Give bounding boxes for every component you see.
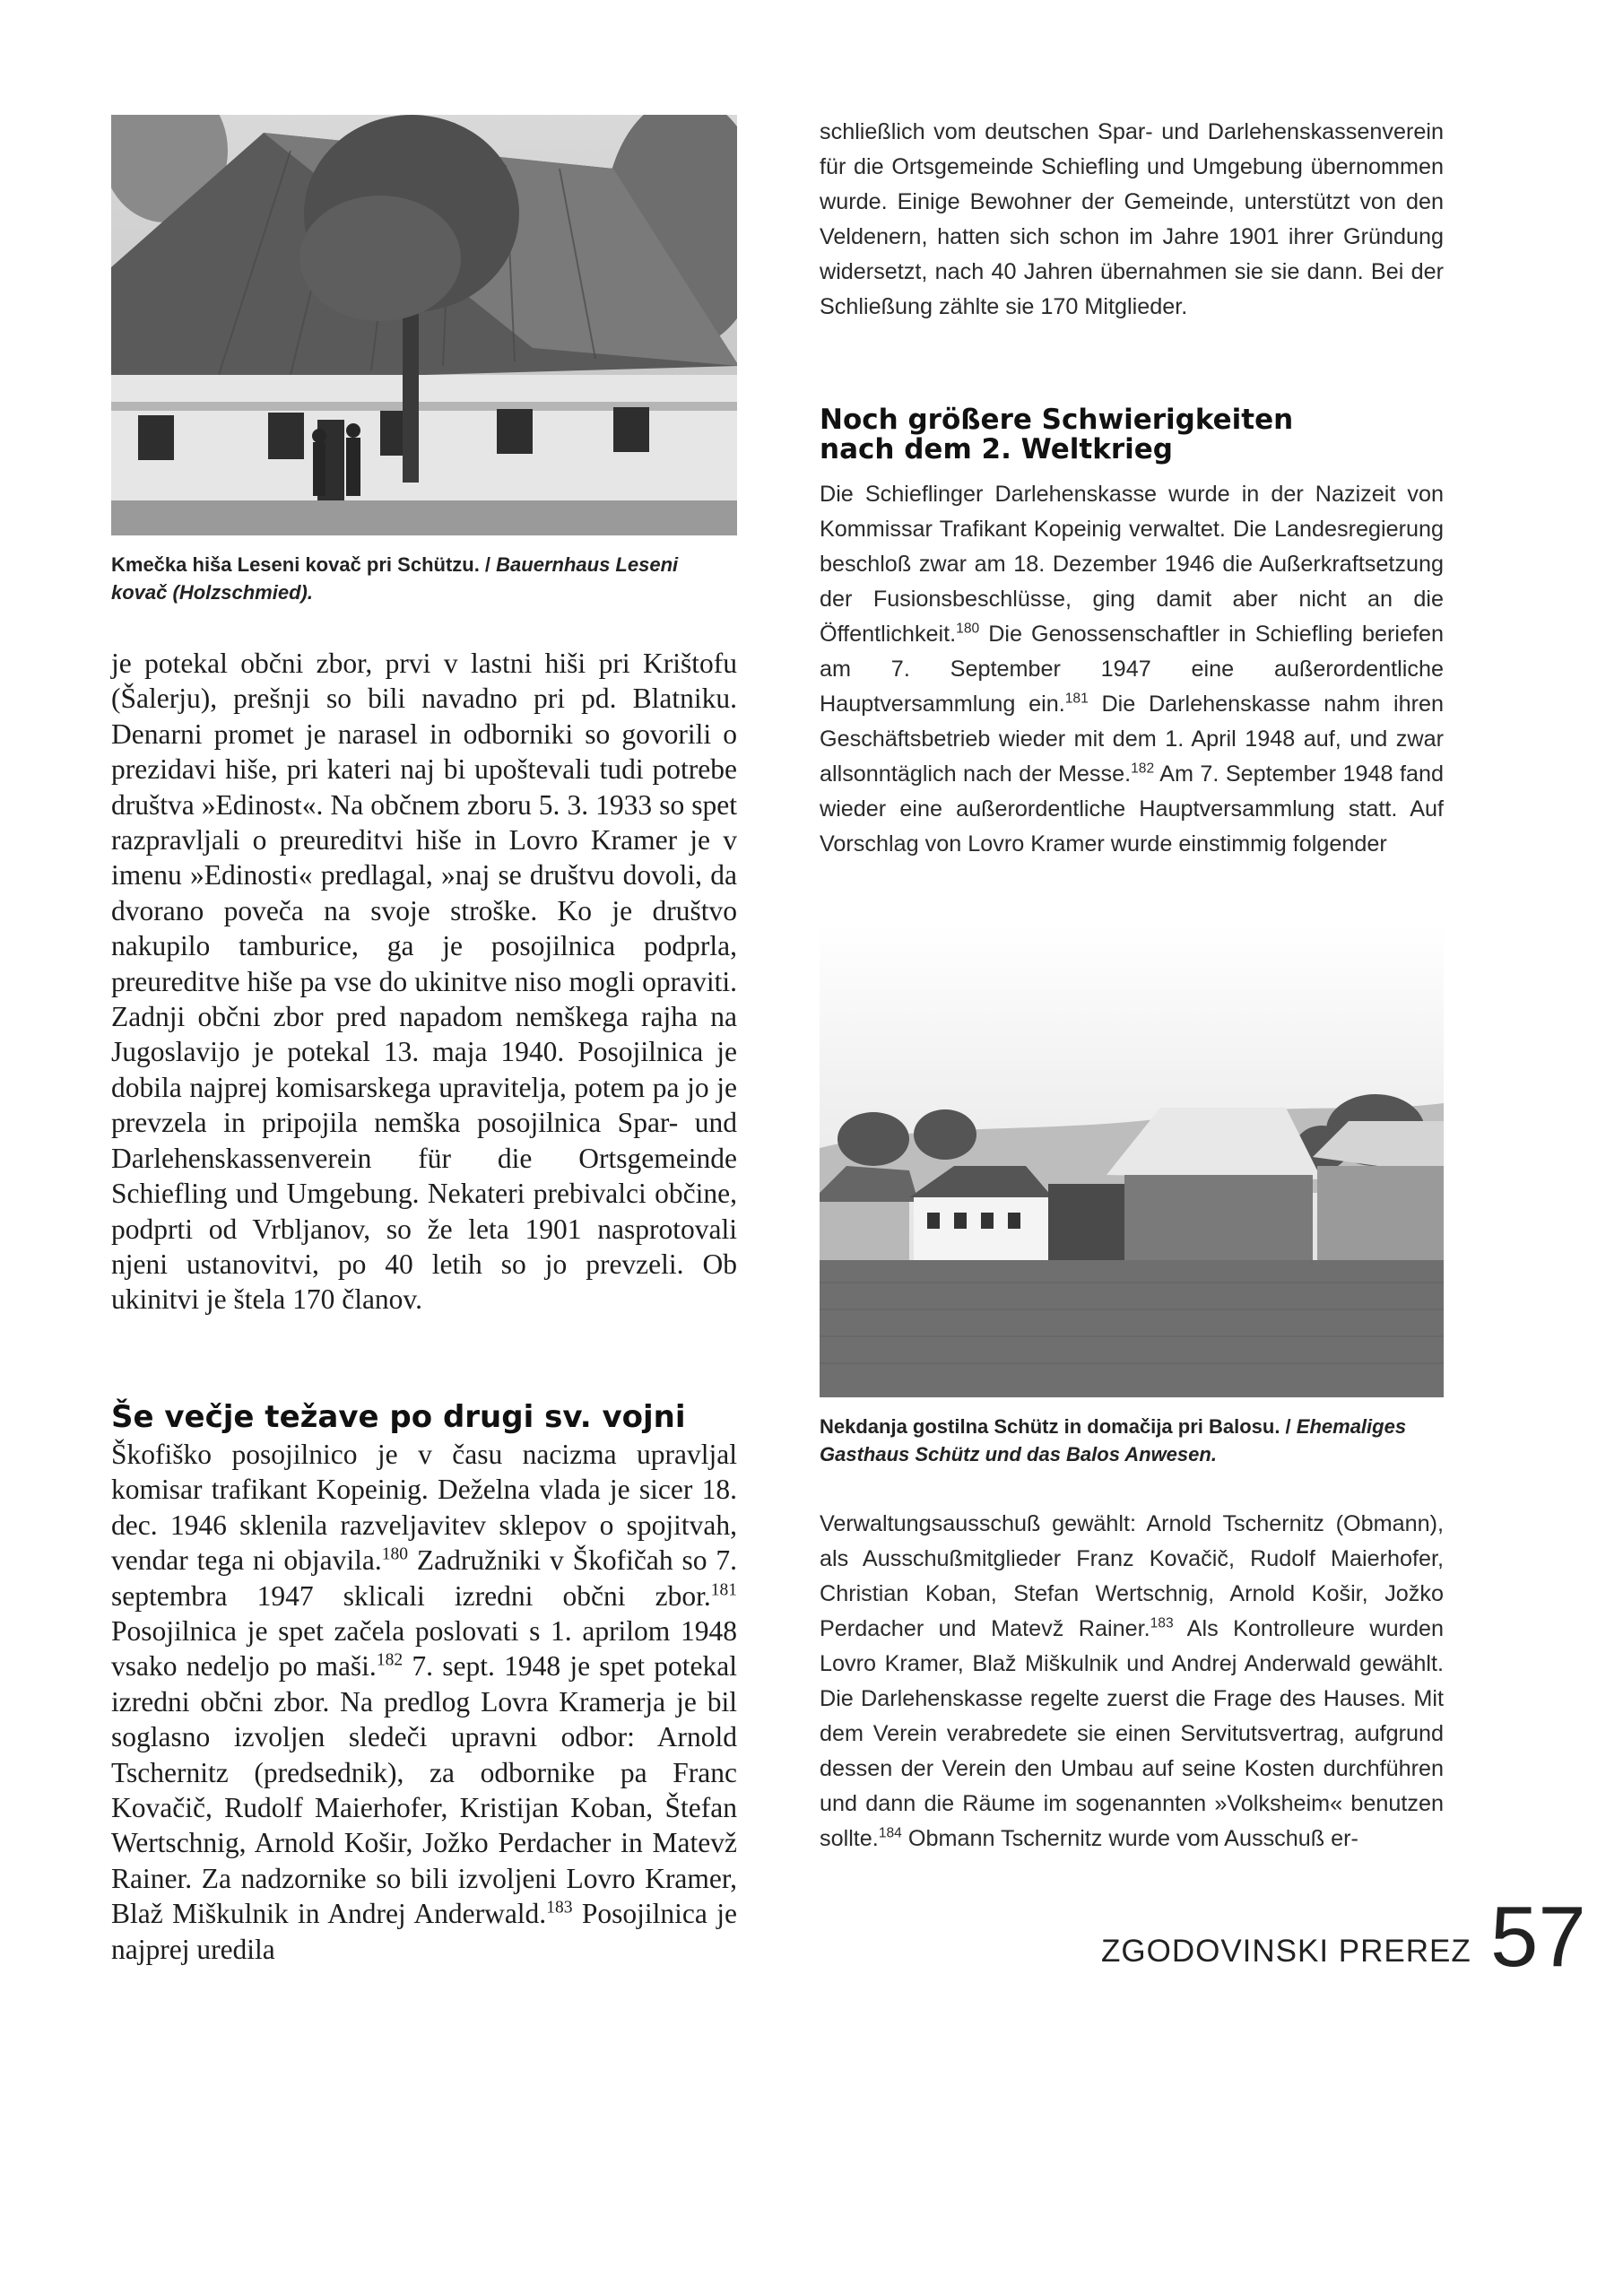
right-paragraph-1: schließlich vom deutschen Spar- und Darlehenskassenverein für die Ortsgemeinde Schiefling und Umgebung übernommen wurde. Einige Bewohner der Gemeinde, unterstützt von den Veldenern, hatten sich schon im Jahre 1901 ihrer Gründung widersetzt, nach 40 Jahren übernahmen sie sie dann. Bei der Schließung zählte sie 170 Mitglieder. [820, 119, 1444, 319]
caption-text: Kmečka hiša Leseni kovač pri Schützu. / [111, 553, 497, 576]
footnote-ref-181: 181 [710, 1580, 737, 1600]
photo-inn [820, 924, 1444, 1397]
footnote-ref-181: 181 [1064, 691, 1089, 707]
caption-italic: Bauernhaus Leseni kovač (Holzschmied). [111, 553, 679, 604]
footnote-ref-180: 180 [956, 621, 980, 637]
left-column-text [111, 646, 737, 1318]
right-column-text-3 [820, 1507, 1444, 1857]
photo-inn-caption [820, 1413, 1444, 1468]
left-paragraph-1: je potekal občni zbor, prvi v lastni hiši pri Krištofu (Šalerju), prešnji so bili navadno pri pd. Blatniku. Denarni promet je narasel in odborniki so govorili o prezidavi hiše, pri kateri naj bi upoštevali tudi potrebe društva »Edinost«. Na občnem zboru 5. 3. 1933 so spet razpravljali o preureditvi hiše in Lovro Kramer je v imenu »Edinosti« predlagal, »naj se društvu dovoli, da dvorano poveča na svoje stroške. Ko je društvo nakupilo tamburice, ga je posojilnica podprla, preureditve hiše pa vse do ukinitve niso mogli opraviti. Zadnji občni zbor pred napadom nemškega rajha na Jugoslavijo je potekal 13. maja 1940. Posojilnica je dobila najprej komisarskega upravitelja, potem pa jo je prevzela in pripojila nemška posojilnica Spar- und Darlehenskassenverein für die Ortsgemeinde Schiefling und Umgebung. Nekateri prebivalci občine, podprti od Vrbljanov, so že leta 1901 nasprotovali njeni ustanovitvi, po 40 letih so jo prevzeli. Ob ukinitvi je štela 170 članov. [111, 648, 737, 1316]
footnote-ref-180: 180 [381, 1544, 408, 1564]
right-section-heading: Noch größere Schwierigkeiten nach dem 2. Weltkrieg [820, 404, 1294, 465]
caption-text: Nekdanja gostilna Schütz in domačija pri Balosu. / [820, 1415, 1297, 1438]
right-column-text [820, 115, 1444, 325]
page-number: 57 [1490, 1889, 1586, 1985]
footnote-ref-184: 184 [878, 1825, 902, 1841]
photo-farmhouse-caption [111, 551, 737, 606]
right-paragraph-3: Verwaltungsausschuß gewählt: Arnold Tschernitz (Obmann), als Ausschußmitglieder Franz Kovačič, Rudolf Maierhofer, Christian Koban, Stefan Wertschnig, Arnold Košir, Jožko Perdacher und Matevž Rainer.$^{183}$ Als Kontrolleure wurden Lovro Kramer, Blaž Miškulnik und Andrej Anderwald gewählt. Die Darlehenskasse regelte zuerst die Frage des Hauses. Mit dem Verein verabredete sie einen Servitutsvertrag, aufgrund dessen der Verein den Umbau auf seine Kosten durchführen und dann die Räume im sogenannten »Volksheim« benutzen sollte.$^{184}$ Obmann Tschernitz wurde vom Ausschuß er- [820, 1511, 1444, 1851]
right-column-text-2 [820, 477, 1444, 862]
right-paragraph-2: Die Schieflinger Darlehenskasse wurde in der Nazizeit von Kommissar Trafikant Kopeinig verwaltet. Die Landesregierung beschloß zwar am 18. Dezember 1946 die Außerkraftsetzung der Fusionsbeschlüsse, ging damit aber nicht an die Öffentlichkeit.$^{180}$ Die Genossenschaftler in Schiefling beriefen am 7. September 1947 eine außerordentliche Hauptversammlung ein.$^{181}$ Die Darlehenskasse nahm ihren Geschäftsbetrieb wieder mit dem 1. April 1948 auf, und zwar allsonntäglich nach der Messe.$^{182}$ Am 7. September 1948 fand wieder eine außerordentliche Hauptversammlung statt. Auf Vorschlag von Lovro Kramer wurde einstimmig folgender [820, 482, 1444, 857]
footnote-ref-182: 182 [376, 1650, 404, 1670]
section-label: ZGODOVINSKI PREREZ [1101, 1934, 1471, 1969]
farmhouse-illustration [111, 115, 737, 535]
caption-italic: Ehemaliges Gasthaus Schütz und das Balos Anwesen. [820, 1415, 1407, 1465]
photo-farmhouse [111, 115, 737, 535]
left-column-text-2 [111, 1437, 737, 1967]
left-section-heading: Še večje težave po drugi sv. vojni [111, 1399, 686, 1435]
left-paragraph-2: Škofiško posojilnico je v času nacizma upravljal komisar trafikant Kopeinig. Deželna vlada je sicer 18. dec. 1946 sklenila razveljavitev sklepov o spojitvah, vendar tega ni objavila.$^{180}$ Zadružniki v Škofičah so 7. septembra 1947 sklicali izredni občni zbor.$^{181}$ Posojilnica je spet začela poslovati s 1. aprilom 1948 vsako nedeljo po maši.$^{182}$ 7. sept. 1948 je spet potekal izredni občni zbor. Na predlog Lovra Kramerja je bil soglasno izvoljen sledeči upravni odbor: Arnold Tschernitz (predsednik), za odbornike pa Franc Kovačič, Rudolf Maierhofer, Kristijan Koban, Štefan Wertschnig, Arnold Košir, Jožko Perdacher in Matevž Rainer. Za nadzornike so bili izvoljeni Lovro Kramer, Blaž Miškulnik in Andrej Anderwald.$^{183}$ Posojilnica je najprej uredila [111, 1439, 738, 1965]
inn-illustration [820, 924, 1444, 1397]
footnote-ref-182: 182 [1131, 761, 1155, 777]
footnote-ref-183: 183 [1150, 1615, 1174, 1631]
footnote-ref-183: 183 [546, 1898, 573, 1918]
